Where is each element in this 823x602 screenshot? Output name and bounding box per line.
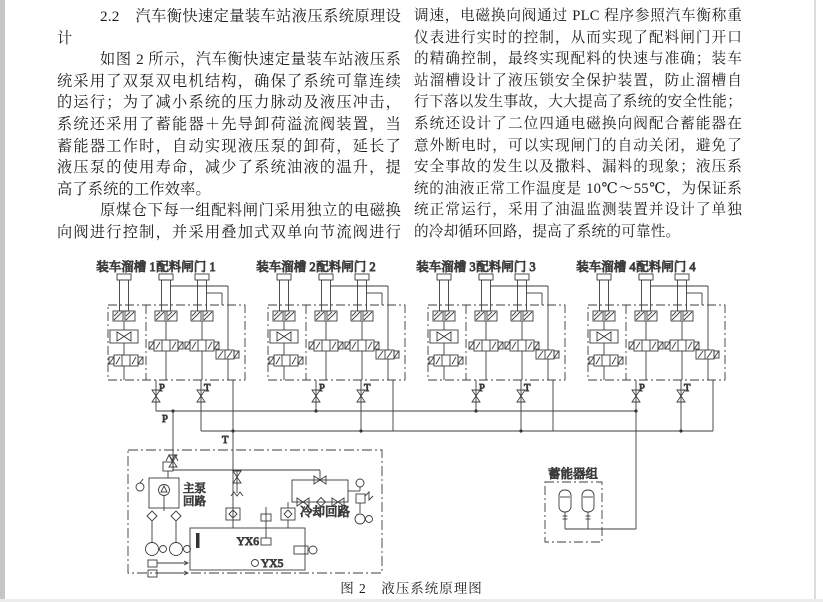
temp-sensor-label: YX5 [261, 558, 284, 570]
body-text-line: 的冷却循环回路，提高了系统的可靠性。 [414, 223, 681, 240]
port-p-label: P [479, 383, 485, 394]
chute-3-label: 装车溜槽 3 [416, 260, 476, 274]
pump-circuit-label: 回路 [183, 496, 206, 508]
body-text-line: 向阀进行控制，并采用叠加式双单向节流阀进行 [57, 223, 401, 241]
valve-group-3 [428, 274, 565, 431]
accumulator-group [545, 482, 602, 542]
body-text-line: 安全事故的发生以及撒料、漏料的现象；液压系 [414, 159, 742, 176]
gate-3-label: 配料闸门 3 [476, 260, 536, 274]
body-text-line: 系统还设计了二位四通电磁换向阀配合蓄能器在 [414, 115, 742, 132]
bus-p-label: P [162, 414, 168, 425]
bus-t-label: T [222, 435, 229, 446]
valve-group-4 [588, 274, 725, 431]
body-text-line: 统的油液正常工作温度是 10℃～55℃，为保证系 [414, 180, 742, 197]
body-text-line: 仪表进行实时的控制，从而实现了配料闸门开口 [414, 29, 742, 46]
body-text-line: 液压泵的使用寿命，减少了系统油液的温升，提 [57, 159, 401, 177]
figure-caption: 图 2 液压系统原理图 [340, 581, 483, 596]
port-p-label: P [159, 383, 165, 394]
body-text-line: 统正常运行，采用了油温监测装置并设计了单独 [414, 202, 742, 219]
body-text-line: 行下落以发生事故，大大提高了系统的安全性能； [414, 94, 742, 111]
body-text-line: 如图 2 所示，汽车衡快速定量装车站液压系 [100, 51, 401, 69]
left-text-column [57, 6, 401, 244]
body-text-line: 的运行；为了减小系统的压力脉动及液压冲击， [57, 94, 401, 112]
port-p-label: P [319, 383, 325, 394]
section-heading-line: 计 [57, 29, 73, 47]
body-text-line: 系统还采用了蓄能器＋先导卸荷溢流阀装置，当 [57, 115, 401, 133]
level-switch-label: YX6 [236, 536, 259, 548]
body-text-line: 蓄能器工作时，自动实现液压泵的卸荷，延长了 [57, 137, 401, 155]
right-text-column [414, 6, 742, 244]
cooling-circuit-label: 冷却回路 [300, 505, 351, 519]
port-t-label: T [524, 383, 531, 394]
body-text-line: 调速，电磁换向阀通过 PLC 程序参照汽车衡称重 [414, 8, 742, 24]
valve-group-2 [268, 274, 405, 431]
port-p-label: P [639, 383, 645, 394]
body-text-line: 统采用了双泵双电机结构，确保了系统可靠连续 [57, 72, 401, 90]
valve-group-1 [108, 274, 245, 431]
chute-2-label: 装车溜槽 2 [256, 260, 316, 274]
chute-4-label: 装车溜槽 4 [576, 260, 636, 274]
body-text-line: 原煤仓下每一组配料闸门采用独立的电磁换 [100, 202, 401, 220]
gate-4-label: 配料闸门 4 [636, 260, 696, 274]
body-text-line: 高了系统的工作效率。 [57, 180, 211, 198]
port-t-label: T [364, 383, 371, 394]
section-heading-line: 2.2 汽车衡快速定量装车站液压系统原理设 [100, 8, 401, 25]
body-text-line: 站溜槽设计了液压锁安全保护装置，防止溜槽自 [414, 72, 742, 89]
hydraulic-system-schematic [0, 250, 823, 602]
port-t-label: T [684, 383, 691, 394]
chute-1-label: 装车溜槽 1 [96, 260, 156, 274]
body-text-line: 的精确控制，最终实现配料的快速与准确；装车 [414, 51, 742, 68]
body-text-line: 意外断电时，可以实现闸门的自动关闭，避免了 [414, 137, 742, 154]
gate-1-label: 配料闸门 1 [156, 260, 216, 274]
pump-circuit-label: 主泵 [183, 483, 206, 495]
accumulator-group-label: 蓄能器组 [547, 467, 599, 481]
gate-2-label: 配料闸门 2 [316, 260, 376, 274]
port-t-label: T [204, 383, 211, 394]
